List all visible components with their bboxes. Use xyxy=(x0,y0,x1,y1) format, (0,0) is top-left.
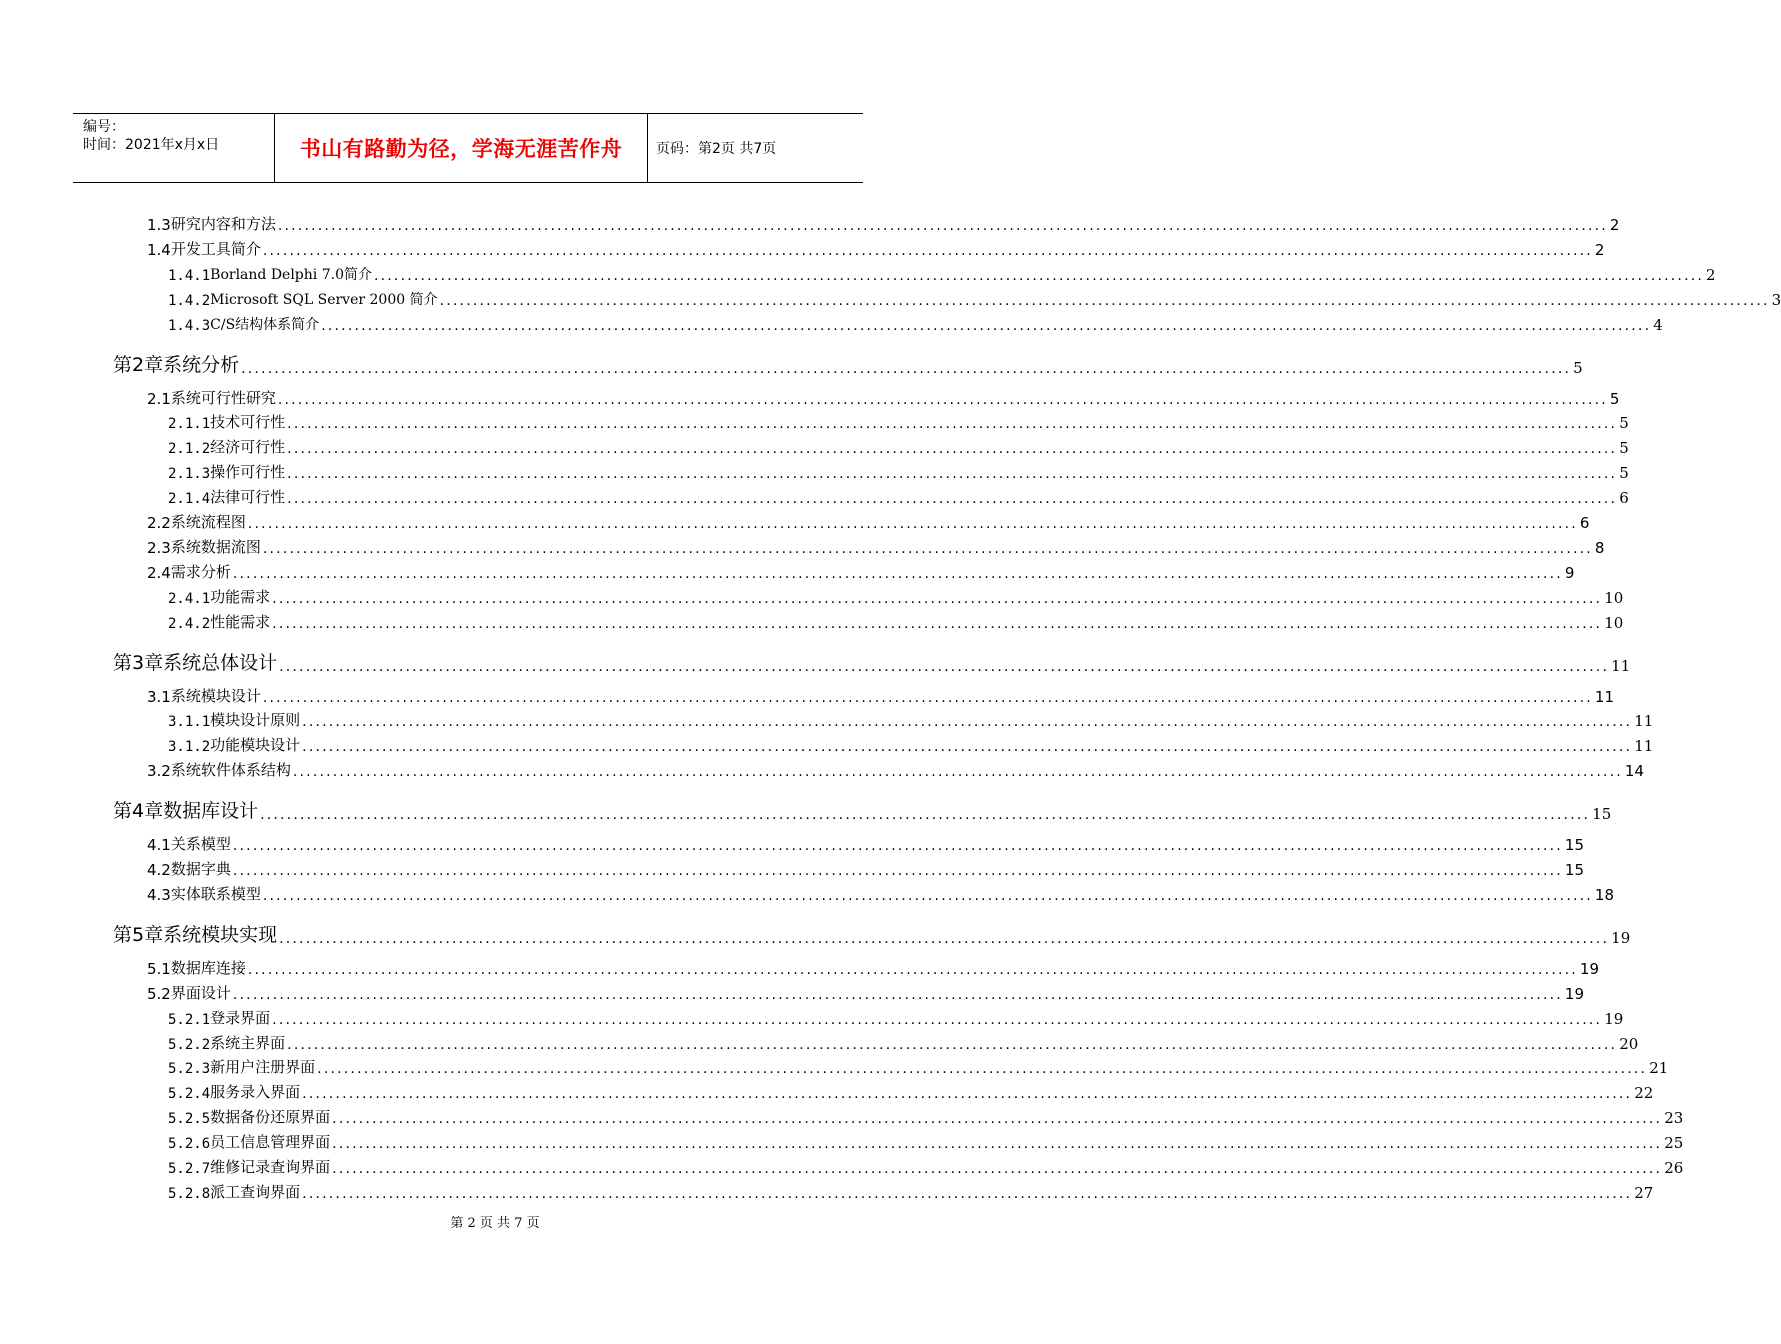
toc-entry[interactable] xyxy=(168,312,1663,334)
toc-entry[interactable] xyxy=(168,460,1629,483)
toc-dot-leader: ........................................................................................................................................................................................................ xyxy=(262,540,1593,557)
toc-entry[interactable] xyxy=(168,585,1624,607)
toc-dot-leader: ........................................................................................................................................................................................................ xyxy=(247,961,1578,978)
toc-entry-number: 2.1.2 xyxy=(168,441,211,458)
toc-dot-leader: ........................................................................................................................................................................................................ xyxy=(332,1111,1663,1128)
toc-dot-leader: ........................................................................................................................................................................................................ xyxy=(262,689,1593,706)
toc-dot-leader: ........................................................................................................................................................................................................ xyxy=(277,391,1608,408)
header-number-label: 编号： xyxy=(83,119,125,135)
toc-dot-leader: ........................................................................................................................................................................................................ xyxy=(332,1161,1663,1177)
toc-entry-page: 2 xyxy=(1594,240,1605,259)
toc-entry-page: 25 xyxy=(1664,1134,1684,1153)
toc-dot-leader: ........................................................................................................................................................................................................ xyxy=(287,441,1618,458)
toc-entry-number: 5.2.5 xyxy=(168,1111,211,1128)
toc-dot-leader: ........................................................................................................................................................................................................ xyxy=(241,360,1572,377)
toc-entry-page: 19 xyxy=(1579,959,1600,978)
toc-entry-page: 23 xyxy=(1664,1109,1684,1128)
toc-entry[interactable] xyxy=(168,485,1629,508)
page-footer: 第 2 页 共 7 页 xyxy=(450,1216,540,1231)
toc-entry[interactable] xyxy=(147,212,1620,234)
toc-entry-title: 经济可行性 xyxy=(210,438,286,457)
toc-dot-leader: ........................................................................................................................................................................................................ xyxy=(302,739,1633,756)
toc-entry[interactable] xyxy=(113,919,1631,947)
toc-entry-page: 10 xyxy=(1604,588,1624,607)
toc-entry-title: C/S结构体系简介 xyxy=(210,316,320,333)
toc-entry-title: 功能模块设计 xyxy=(210,736,301,755)
toc-entry-page: 5 xyxy=(1573,358,1583,377)
toc-entry-title: 系统主界面 xyxy=(210,1033,286,1052)
toc-entry[interactable] xyxy=(147,237,1605,259)
toc-entry-number: 2.4.2 xyxy=(168,615,211,632)
toc-entry-page: 19 xyxy=(1611,928,1631,947)
toc-entry-number: 5.2 xyxy=(147,984,171,1003)
toc-entry[interactable] xyxy=(113,795,1612,824)
toc-dot-leader: ........................................................................................................................................................................................................ xyxy=(287,416,1618,433)
toc-entry-number: 第3章 xyxy=(113,651,164,674)
page-header xyxy=(73,113,863,183)
toc-entry-number: 3.2 xyxy=(147,762,171,781)
toc-entry-page: 15 xyxy=(1564,836,1585,855)
toc-entry[interactable] xyxy=(168,1155,1684,1177)
toc-entry-page: 5 xyxy=(1619,439,1629,458)
toc-entry-page: 15 xyxy=(1592,805,1612,824)
toc-entry-title: 操作可行性 xyxy=(210,463,286,482)
toc-dot-leader: ........................................................................................................................................................................................................ xyxy=(302,1086,1633,1103)
header-time-label: 时间：2021年x月x日 xyxy=(83,137,220,153)
toc-entry-title: 数据库连接 xyxy=(170,958,246,977)
toc-entry[interactable] xyxy=(168,410,1629,433)
toc-entry-number: 5.2.3 xyxy=(168,1061,211,1078)
toc-entry-page: 19 xyxy=(1564,984,1585,1003)
toc-entry-page: 5 xyxy=(1619,464,1629,483)
toc-dot-leader: ........................................................................................................................................................................................................ xyxy=(287,466,1618,483)
toc-dot-leader: ........................................................................................................................................................................................................ xyxy=(232,838,1563,855)
toc-entry-title: 数据字典 xyxy=(170,860,231,878)
header-page-info: 页码：第2页 共7页 xyxy=(656,141,777,157)
toc-entry[interactable] xyxy=(168,610,1624,632)
toc-entry-title: 系统数据流图 xyxy=(170,537,261,556)
toc-entry-title: 性能需求 xyxy=(210,612,271,631)
toc-entry[interactable] xyxy=(113,349,1583,377)
toc-dot-leader: ........................................................................................................................................................................................................ xyxy=(262,242,1593,259)
toc-entry-page: 8 xyxy=(1594,538,1605,557)
toc-entry-page: 5 xyxy=(1609,389,1620,408)
toc-dot-leader: ........................................................................................................................................................................................................ xyxy=(302,1185,1633,1202)
toc-entry[interactable] xyxy=(168,1006,1624,1028)
toc-entry-page: 11 xyxy=(1611,656,1631,675)
toc-dot-leader: ........................................................................................................................................................................................................ xyxy=(232,863,1563,879)
toc-entry[interactable] xyxy=(147,956,1600,978)
toc-entry-page: 19 xyxy=(1604,1009,1624,1028)
toc-dot-leader: ........................................................................................................................................................................................................ xyxy=(272,1011,1603,1028)
toc-entry[interactable] xyxy=(147,535,1605,557)
toc-entry-number: 4.3 xyxy=(147,885,171,904)
toc-entry[interactable] xyxy=(147,832,1585,855)
toc-dot-leader: ........................................................................................................................................................................................................ xyxy=(302,714,1633,731)
toc-entry[interactable] xyxy=(168,1031,1639,1053)
toc-entry-number: 5.2.8 xyxy=(168,1185,211,1202)
toc-entry[interactable] xyxy=(113,647,1631,675)
header-meta xyxy=(73,114,275,182)
toc-entry-page: 11 xyxy=(1594,687,1615,706)
toc-entry[interactable] xyxy=(147,758,1645,781)
toc-entry-number: 1.4.2 xyxy=(168,292,211,309)
toc-entry-number: 3.1.1 xyxy=(168,714,211,731)
toc-entry[interactable] xyxy=(168,287,1781,309)
toc-entry-number: 1.3 xyxy=(147,216,171,234)
toc-entry-page: 21 xyxy=(1649,1059,1669,1078)
toc-entry-number: 2.3 xyxy=(147,538,171,557)
toc-entry-title: 员工信息管理界面 xyxy=(210,1133,331,1152)
toc-entry-title: 数据备份还原界面 xyxy=(210,1108,331,1127)
toc-entry-title: 数据库设计 xyxy=(163,800,259,823)
toc-dot-leader: ........................................................................................................................................................................................................ xyxy=(332,1136,1663,1153)
toc-entry-page: 2 xyxy=(1706,265,1716,284)
toc-entry-number: 5.2.2 xyxy=(168,1036,211,1053)
toc-entry[interactable] xyxy=(168,708,1654,731)
toc-entry[interactable] xyxy=(147,981,1585,1003)
toc-entry-number: 1.4 xyxy=(147,240,171,259)
toc-entry-page: 6 xyxy=(1579,514,1590,532)
toc-entry-title: 技术可行性 xyxy=(210,413,286,432)
toc-entry-title: 模块设计原则 xyxy=(210,711,301,730)
toc-entry-title: 实体联系模型 xyxy=(170,884,261,903)
toc-dot-leader: ........................................................................................................................................................................................................ xyxy=(247,516,1578,532)
toc-entry-number: 第2章 xyxy=(113,353,164,376)
toc-entry[interactable] xyxy=(168,1105,1684,1128)
toc-dot-leader: ........................................................................................................................................................................................................ xyxy=(232,565,1563,582)
toc-entry-title: 系统流程图 xyxy=(170,513,246,531)
toc-dot-leader: ........................................................................................................................................................................................................ xyxy=(279,658,1610,675)
toc-entry-page: 11 xyxy=(1634,712,1654,731)
toc-entry-page: 3 xyxy=(1771,290,1781,309)
toc-entry-number: 2.1.4 xyxy=(168,491,211,508)
toc-entry-title: 法律可行性 xyxy=(210,488,286,507)
toc-entry-title: 研究内容和方法 xyxy=(170,215,276,233)
toc-entry-title: 系统可行性研究 xyxy=(170,388,276,407)
toc-entry-title: 系统模块实现 xyxy=(163,923,278,946)
toc-entry-number: 4.1 xyxy=(147,836,171,855)
toc-entry-number: 3.1 xyxy=(147,687,171,706)
toc-entry[interactable] xyxy=(147,560,1575,582)
toc-entry-page: 11 xyxy=(1634,737,1654,756)
toc-entry-title: 系统模块设计 xyxy=(170,686,261,705)
toc-dot-leader: ........................................................................................................................................................................................................ xyxy=(277,218,1608,234)
toc-entry-number: 第5章 xyxy=(113,923,164,946)
toc-entry-title: 派工查询界面 xyxy=(210,1182,301,1201)
toc-entry-number: 1.4.3 xyxy=(168,317,211,334)
toc-entry-title: 功能需求 xyxy=(210,587,271,606)
toc-entry-page: 18 xyxy=(1594,885,1615,904)
toc-entry-page: 26 xyxy=(1664,1159,1684,1177)
toc-entry-number: 2.1.3 xyxy=(168,466,211,483)
toc-entry-title: 界面设计 xyxy=(170,983,231,1002)
toc-entry-number: 4.2 xyxy=(147,861,171,879)
toc-entry[interactable] xyxy=(168,733,1654,756)
toc-dot-leader: ........................................................................................................................................................................................................ xyxy=(321,317,1652,334)
header-motto: 书山有路勤为径，学海无涯苦作舟 xyxy=(275,114,648,182)
toc-entry[interactable] xyxy=(147,882,1615,904)
toc-entry-title: 系统分析 xyxy=(163,353,240,376)
toc-dot-leader: ........................................................................................................................................................................................................ xyxy=(279,930,1610,947)
toc-entry-number: 2.4 xyxy=(147,563,171,582)
toc-entry-number: 3.1.2 xyxy=(168,739,211,756)
toc-entry-number: 5.2.1 xyxy=(168,1011,211,1028)
toc-entry-page: 4 xyxy=(1653,315,1663,334)
toc-entry-page: 5 xyxy=(1619,414,1629,433)
toc-entry-page: 27 xyxy=(1634,1183,1654,1202)
toc-entry-page: 10 xyxy=(1604,613,1624,632)
toc-dot-leader: ........................................................................................................................................................................................................ xyxy=(292,764,1623,781)
toc-entry-number: 2.1 xyxy=(147,389,171,408)
toc-entry-number: 第4章 xyxy=(113,800,164,823)
toc-dot-leader: ........................................................................................................................................................................................................ xyxy=(373,267,1705,284)
toc-entry-title: 开发工具简介 xyxy=(170,239,261,258)
toc-entry-title: 关系模型 xyxy=(170,835,231,854)
toc-entry-title: 新用户注册界面 xyxy=(210,1058,316,1077)
toc-entry-number: 5.2.6 xyxy=(168,1136,211,1153)
toc-entry-title: 系统总体设计 xyxy=(163,651,278,674)
toc-entry-number: 1.4.1 xyxy=(168,267,211,284)
toc-entry-number: 5.2.7 xyxy=(168,1161,211,1177)
toc-entry[interactable] xyxy=(168,262,1716,284)
toc-entry[interactable] xyxy=(168,435,1629,458)
toc-dot-leader: ........................................................................................................................................................................................................ xyxy=(287,1036,1618,1053)
toc-entry-number: 5.2.4 xyxy=(168,1086,211,1103)
toc-dot-leader: ........................................................................................................................................................................................................ xyxy=(232,986,1563,1003)
toc-entry-page: 14 xyxy=(1624,762,1645,781)
toc-entry-page: 20 xyxy=(1619,1034,1639,1053)
toc-entry[interactable] xyxy=(168,1055,1669,1078)
toc-dot-leader: ........................................................................................................................................................................................................ xyxy=(262,887,1593,904)
toc-entry-number: 2.1.1 xyxy=(168,416,211,433)
toc-entry-page: 2 xyxy=(1609,216,1620,234)
toc-entry-page: 6 xyxy=(1619,489,1629,508)
toc-entry-page: 15 xyxy=(1564,861,1585,879)
toc-entry[interactable] xyxy=(168,1180,1654,1202)
toc-entry[interactable] xyxy=(147,510,1590,532)
toc-entry-title: 系统软件体系结构 xyxy=(170,761,291,780)
toc-dot-leader: ........................................................................................................................................................................................................ xyxy=(272,615,1603,632)
toc-entry-title: 需求分析 xyxy=(170,562,231,581)
toc-entry[interactable] xyxy=(147,857,1585,879)
toc-entry[interactable] xyxy=(168,1080,1654,1103)
toc-dot-leader: ........................................................................................................................................................................................................ xyxy=(260,807,1591,824)
toc-entry[interactable] xyxy=(147,386,1620,408)
toc-dot-leader: ........................................................................................................................................................................................................ xyxy=(317,1061,1648,1078)
toc-entry-page: 22 xyxy=(1634,1084,1654,1103)
toc-entry-title: Microsoft SQL Server 2000 简介 xyxy=(210,291,438,308)
toc-entry-title: 服务录入界面 xyxy=(210,1083,301,1102)
toc-entry-page: 9 xyxy=(1564,563,1575,582)
toc-entry[interactable] xyxy=(147,684,1615,706)
toc-entry[interactable] xyxy=(168,1130,1684,1153)
toc-entry-title: 登录界面 xyxy=(210,1008,271,1027)
toc-entry-number: 2.2 xyxy=(147,514,171,532)
toc-entry-title: 维修记录查询界面 xyxy=(210,1158,331,1176)
toc-entry-title: Borland Delphi 7.0简介 xyxy=(210,266,372,283)
toc-entry-number: 2.4.1 xyxy=(168,590,211,607)
toc-dot-leader: ........................................................................................................................................................................................................ xyxy=(287,491,1618,508)
toc-dot-leader: ........................................................................................................................................................................................................ xyxy=(439,292,1770,309)
toc-entry-number: 5.1 xyxy=(147,959,171,978)
toc-dot-leader: ........................................................................................................................................................................................................ xyxy=(272,590,1603,607)
